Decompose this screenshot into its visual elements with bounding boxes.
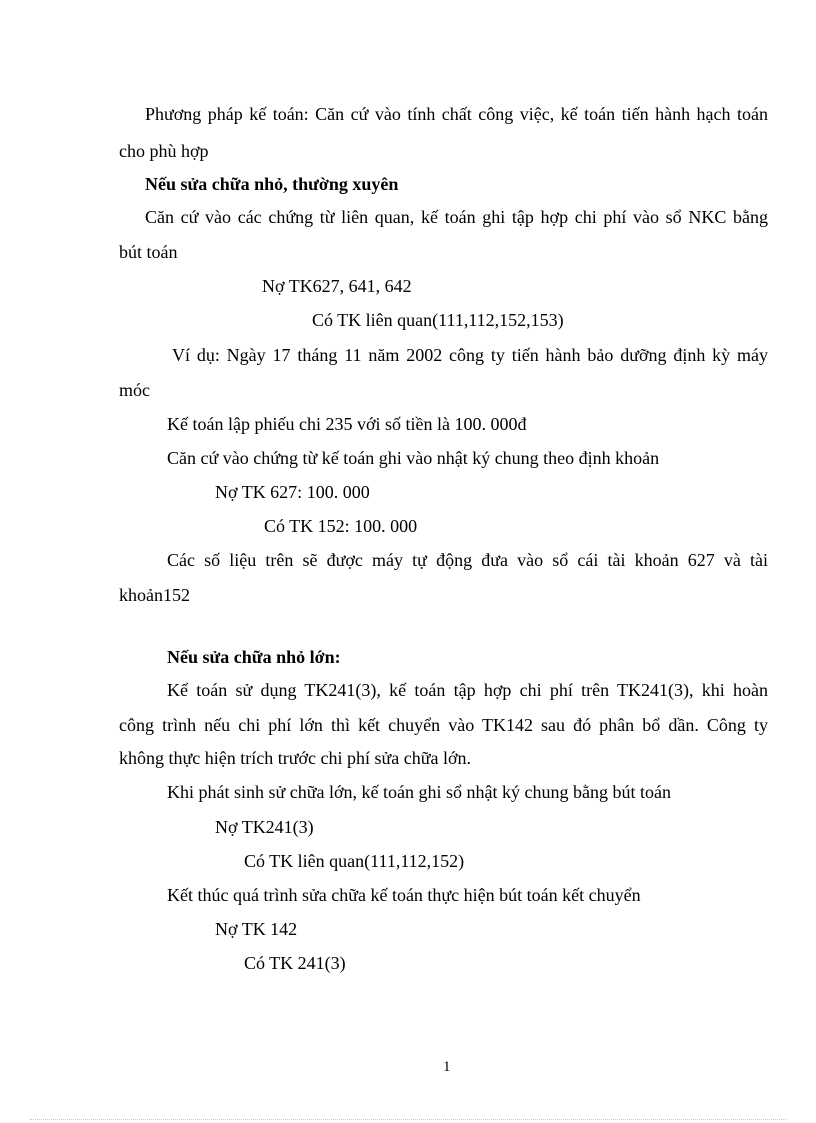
usage-line3: không thực hiện trích trước chi phí sửa chữa lớn. — [119, 748, 471, 768]
page-bottom-divider — [30, 1119, 786, 1120]
finish-line: Kết thúc quá trình sửa chữa kế toán thực hiện bút toán kết chuyển — [167, 885, 641, 905]
usage-line1: Kế toán sử dụng TK241(3), kế toán tập hợp chi phí trên TK241(3), khi hoàn — [167, 680, 768, 700]
arise-credit: Có TK liên quan(111,112,152) — [244, 851, 465, 871]
basis-paragraph-line2: bút toán — [119, 242, 178, 262]
example-line1: Ví dụ: Ngày 17 tháng 11 năm 2002 công ty tiến hành bảo dưỡng định kỳ máy — [172, 345, 768, 365]
auto-line2: khoản152 — [119, 585, 190, 605]
method-paragraph-line2: cho phù hợp — [119, 141, 209, 161]
basis-paragraph-line1: Căn cứ vào các chứng từ liên quan, kế toán ghi tập hợp chi phí vào sổ NKC bằng — [145, 207, 768, 227]
finish-credit: Có TK 241(3) — [244, 953, 346, 973]
arise-line: Khi phát sinh sử chữa lớn, kế toán ghi sổ nhật ký chung bằng bút toán — [167, 782, 671, 802]
heading-large-repair: Nếu sửa chữa nhỏ lớn: — [167, 647, 341, 667]
entry-credit: Có TK liên quan(111,112,152,153) — [312, 310, 564, 330]
auto-line1: Các số liệu trên sẽ được máy tự động đưa vào sổ cái tài khoản 627 và tài — [167, 550, 768, 570]
example-debit: Nợ TK 627: 100. 000 — [215, 482, 370, 502]
heading-small-repair: Nếu sửa chữa nhỏ, thường xuyên — [145, 174, 399, 194]
method-paragraph-line1: Phương pháp kế toán: Căn cứ vào tính chất công việc, kế toán tiến hành hạch toán — [145, 104, 768, 124]
example-credit: Có TK 152: 100. 000 — [264, 516, 418, 536]
example-line2: móc — [119, 380, 150, 400]
voucher-line: Kế toán lập phiếu chi 235 với số tiền là 100. 000đ — [167, 414, 527, 434]
finish-debit: Nợ TK 142 — [215, 919, 298, 939]
journal-line: Căn cứ vào chứng từ kế toán ghi vào nhật ký chung theo định khoản — [167, 448, 660, 468]
usage-line2: công trình nếu chi phí lớn thì kết chuyển vào TK142 sau đó phân bổ dần. Công ty — [119, 715, 768, 735]
arise-debit: Nợ TK241(3) — [215, 817, 314, 837]
entry-debit: Nợ TK627, 641, 642 — [262, 276, 412, 296]
page-number: 1 — [443, 1059, 451, 1075]
